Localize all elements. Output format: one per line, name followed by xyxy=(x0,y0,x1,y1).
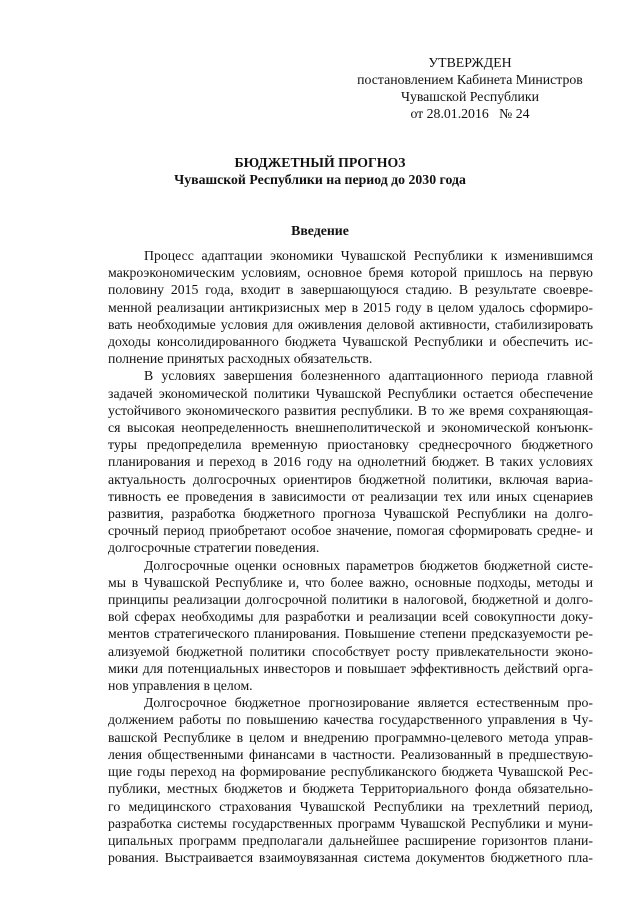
paragraph xyxy=(108,247,593,367)
title-main: БЮДЖЕТНЫЙ ПРОГНОЗ xyxy=(234,155,406,170)
text-line: доходы консолидированного бюджета Чувашской Республики и обеспечить ис- xyxy=(108,334,593,350)
document-title xyxy=(0,154,640,188)
text-line: Долгосрочные оценки основных параметров бюджетов бюджетной систе- xyxy=(144,557,593,573)
paragraph xyxy=(108,557,593,695)
text-line: половину 2015 года, входит в завершающуюся стадию. В результате своевре- xyxy=(108,282,593,298)
text-line: ализуемой бюджетной политики способствует росту привлекательности эконо- xyxy=(108,643,593,659)
paragraph xyxy=(108,367,593,556)
text-line: развития, разработка бюджетного прогноза Чувашской Республики на долго- xyxy=(108,506,593,522)
text-line: нов управления в целом. xyxy=(108,678,253,694)
text-line: вашской Республике в целом и внедрению программно-целевого метода управ- xyxy=(108,729,593,745)
text-line: вать необходимые условия для оживления деловой активности, стабилизировать xyxy=(108,316,593,332)
text-line: ления общественными финансами в частности. Реализованный в предшествую- xyxy=(108,746,593,762)
title-sub: Чувашской Республики на период до 2030 года xyxy=(174,172,466,187)
text-line: Долгосрочное бюджетное прогнозирование является естественным про- xyxy=(144,695,593,711)
text-line: туры предопределила временную приостановку среднесрочного бюджетного xyxy=(108,437,593,453)
text-line: ментов стратегического планирования. Повышение степени предсказуемости ре- xyxy=(108,626,593,642)
text-line: макроэкономическим условиям, основное бремя которой пришлось на первую xyxy=(108,265,593,281)
text-line: вой сферах необходимы для разработки и реализации всей совокупности доку- xyxy=(108,609,593,625)
paragraph xyxy=(108,694,593,866)
approval-line: УТВЕРЖДЕН xyxy=(428,55,512,70)
text-line: ципальных программ предполагали дальнейшее расширение горизонтов плани- xyxy=(108,832,593,848)
text-line: тивность ее проведения в зависимости от реализации тех или иных сценариев xyxy=(108,488,593,504)
section-heading: Введение xyxy=(291,223,349,238)
approval-line: постановлением Кабинета Министров xyxy=(357,72,583,87)
text-line: мы в Чувашской Республике и, что более важно, основные подходы, методы и xyxy=(108,574,593,590)
approval-date-number: от 28.01.2016 № 24 xyxy=(410,106,530,121)
approval-line: Чувашской Республики xyxy=(400,89,540,104)
text-line: го медицинского страхования Чувашской Республики на трехлетний период, xyxy=(108,798,593,814)
text-line: Процесс адаптации экономики Чувашской Республики к изменившимся xyxy=(144,248,593,263)
text-line: ся высокая неопределенность внешнеполитической и экономической конъюнк- xyxy=(108,420,593,436)
text-line: долгосрочные стратегии поведения. xyxy=(108,540,320,556)
text-line: полнение принятых расходных обязательств. xyxy=(108,351,373,367)
text-line: планирования и переход в 2016 году на однолетний бюджет. В таких условиях xyxy=(108,454,593,470)
text-line: разработка системы государственных программ Чувашской Республики и муни- xyxy=(108,815,593,831)
text-line: устойчивого экономического развития республики. В то же время сохраняющая- xyxy=(108,402,593,418)
text-line: срочный период приобретают особое значение, помогая сформировать средне- и xyxy=(108,523,593,539)
text-line: принципы реализации долгосрочной политики в налоговой, бюджетной и долго- xyxy=(108,592,593,608)
text-line: щие годы переход на формирование республиканского бюджета Чувашской Рес- xyxy=(108,764,593,780)
text-line: мики для потенциальных инвесторов и повышает эффективность действий орга- xyxy=(108,660,593,676)
text-line: задачей экономической политики Чувашской Республики остается обеспечение xyxy=(108,385,593,401)
text-line: публики, местных бюджетов и бюджета Территориального фонда обязательно- xyxy=(108,781,593,797)
text-line: В условиях завершения болезненного адаптационного периода главной xyxy=(144,368,593,384)
text-line: актуальность долгосрочных ориентиров бюджетной политики, включая вариа- xyxy=(108,471,593,487)
body-text xyxy=(108,247,593,866)
approval-stamp xyxy=(350,54,590,122)
text-line: рования. Выстраивается взаимоувязанная система документов бюджетного пла- xyxy=(108,850,593,866)
text-line: должением работы по повышению качества государственного управления в Чу- xyxy=(108,712,593,728)
text-line: менной реализации антикризисных мер в 2015 году в целом удалось сформиро- xyxy=(108,299,593,315)
